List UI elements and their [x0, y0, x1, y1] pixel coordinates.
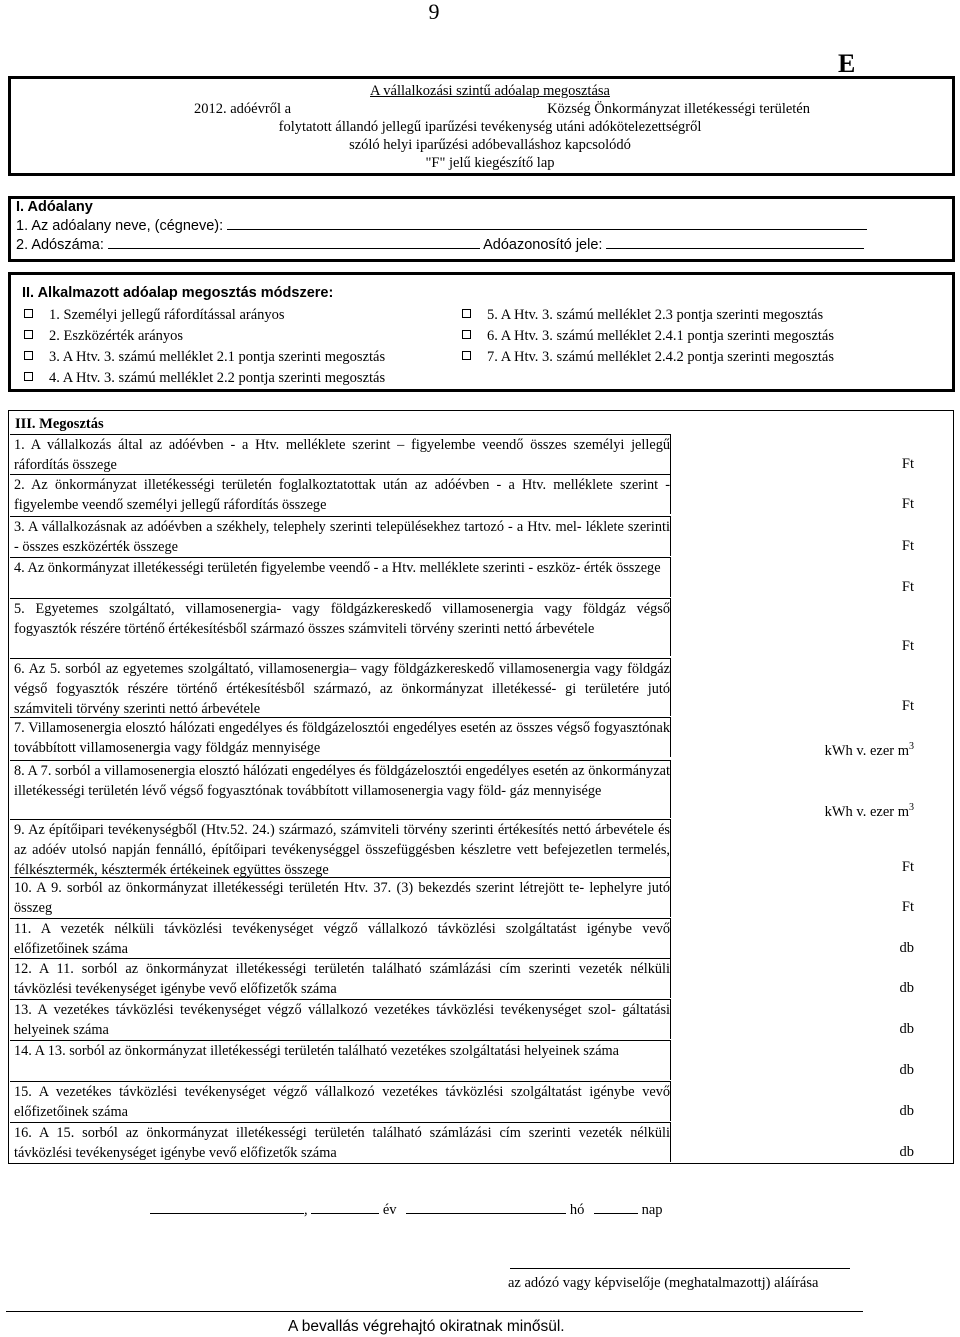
- row-divider: [670, 658, 671, 716]
- signature-label: az adózó vagy képviselője (meghatalmazottj) aláírása: [508, 1275, 819, 1291]
- row-unit[interactable]: db: [899, 980, 914, 996]
- row-unit[interactable]: db: [899, 1103, 914, 1119]
- row-unit[interactable]: db: [899, 1021, 914, 1037]
- taxpayer-name-label: 1. Az adóalany neve, (cégneve):: [16, 218, 224, 234]
- row-unit[interactable]: db: [899, 940, 914, 956]
- form-letter: E: [838, 49, 856, 78]
- section-1-title: I. Adóalany: [16, 199, 93, 215]
- row-text: 15. A vezetékes távközlési tevékenységet végző vállalkozó vezetékes távközlési szolgáltatást igénybe vevő előfizetőinek száma: [14, 1084, 670, 1120]
- taxpayer-name-field[interactable]: [227, 216, 867, 230]
- row-text: 10. A 9. sorból az önkormányzat illetékességi területén Htv. 37. (3) bekezdés szerint létrejött te- lephelyre jutó összeg: [14, 880, 670, 916]
- signature-line[interactable]: [510, 1268, 850, 1269]
- allocation-row: [10, 598, 954, 656]
- allocation-row: [10, 760, 954, 818]
- option-2[interactable]: 2. Eszközérték arányos: [24, 327, 183, 345]
- allocation-row: [10, 877, 954, 917]
- row-divider: [670, 434, 671, 474]
- row-unit[interactable]: Ft: [901, 698, 914, 714]
- row-divider: [670, 958, 671, 998]
- row-divider: [670, 474, 671, 514]
- month-label: hó: [569, 1202, 585, 1218]
- allocation-row: [10, 658, 954, 716]
- footer-divider: [6, 1311, 863, 1312]
- tax-number-field[interactable]: [108, 235, 480, 249]
- row-unit[interactable]: Ft: [901, 456, 914, 472]
- row-divider: [670, 1122, 671, 1162]
- date-line: [150, 1200, 663, 1219]
- header-line-5: "F" jelű kiegészítő lap: [425, 155, 555, 171]
- date-comma: ,: [304, 1202, 308, 1218]
- row-text: 14. A 13. sorból az önkormányzat illetékességi területén található vezetékes szolgáltatási helyeinek száma: [14, 1043, 620, 1059]
- row-divider: [670, 918, 671, 958]
- row-text: 1. A vállalkozás által az adóévben - a Htv. melléklete szerint – figyelembe veendő összes személyi jellegű ráfordítás összege: [14, 437, 670, 473]
- row-unit[interactable]: kWh v. ezer $m^3$: [824, 802, 914, 820]
- header-line-2-right: Község Önkormányzat illetékességi területén: [547, 101, 810, 117]
- row-divider: [670, 877, 671, 917]
- allocation-row: [10, 1040, 954, 1080]
- allocation-row: [10, 717, 954, 757]
- allocation-row: [10, 1081, 954, 1121]
- year-label: év: [382, 1202, 397, 1218]
- tax-id-field[interactable]: [606, 235, 864, 249]
- option-2-checkbox[interactable]: [24, 330, 33, 339]
- row-unit[interactable]: Ft: [901, 899, 914, 915]
- tax-id-label: Adóazonosító jele:: [483, 237, 603, 253]
- row-text: 7. Villamosenergia elosztó hálózati engedélyes és földgázelosztói engedélyes esetén az összes végső fogyasztónak továbbított villamosenergia vagy földgáz mennyisége: [14, 720, 670, 756]
- option-6[interactable]: 6. A Htv. 3. számú melléklet 2.4.1 pontja szerinti megosztás: [462, 327, 834, 345]
- tax-number-label: 2. Adószáma:: [16, 237, 104, 253]
- place-field[interactable]: [150, 1200, 228, 1214]
- row-unit[interactable]: Ft: [901, 579, 914, 595]
- row-unit[interactable]: Ft: [901, 538, 914, 554]
- option-4-checkbox[interactable]: [24, 372, 33, 381]
- footer-note: A bevallás végrehajtó okiratnak minősül.: [288, 1318, 565, 1335]
- allocation-row: [10, 1122, 954, 1162]
- row-divider: [670, 717, 671, 757]
- header-line-4: szóló helyi iparűzési adóbevalláshoz kapcsolódó: [349, 137, 631, 153]
- row-unit[interactable]: Ft: [901, 638, 914, 654]
- row-text: 16. A 15. sorból az önkormányzat illetékességi területén található számlázási cím szerinti vezeték nélküli távközlési tevékenységet igénybe vevő előfizetők száma: [14, 1125, 670, 1161]
- option-1[interactable]: 1. Személyi jellegű ráfordítással arányos: [24, 306, 285, 324]
- row-text: 8. A 7. sorból a villamosenergia elosztó hálózati engedélyes és földgázelosztói engedélyes esetén az önkormányzat illetékességi területén lévő végső fogyasztónak továbbított villamosenergia vagy föld- gáz mennyisége: [14, 763, 670, 799]
- form-header: [140, 82, 840, 172]
- row-unit[interactable]: Ft: [901, 859, 914, 875]
- header-title: A vállalkozási szintű adóalap megosztása: [370, 83, 610, 99]
- row-divider: [670, 557, 671, 597]
- allocation-row: [10, 819, 954, 877]
- allocation-row: [10, 516, 954, 556]
- row-unit[interactable]: db: [899, 1144, 914, 1160]
- row-text: 5. Egyetemes szolgáltató, villamosenergia- vagy földgázkereskedő villamosenergia vagy földgáz végső fogyasztók részére történő értékesítésből származó összes számviteli törvény szerinti nettó árbevétele: [14, 601, 670, 637]
- row-divider: [670, 819, 671, 877]
- row-text: 11. A vezeték nélküli távközlési tevékenységet végző vállalkozó távközlési szolgáltatást igénybe vevő előfizetőinek száma: [14, 921, 670, 957]
- row-text: 2. Az önkormányzat illetékességi területén foglalkoztatottak után az adóévben - a Htv. melléklete szerint - figyelembe veendő személyi jellegű ráfordítás összege: [14, 477, 670, 513]
- month-field[interactable]: [406, 1200, 566, 1214]
- day-field[interactable]: [594, 1200, 638, 1214]
- page-number: 9: [428, 0, 440, 24]
- row-divider: [670, 1081, 671, 1121]
- section-3-title: III. Megosztás: [15, 416, 104, 432]
- row-text: 6. Az 5. sorból az egyetemes szolgáltató, villamosenergia– vagy földgázkereskedő villamosenergia vagy földgáz végső fogyasztók részére történő értékesítésből származó, az önkormányzat illetékessé- gi területére jutó számviteli törvény szerinti nettó árbevétele: [14, 661, 670, 717]
- allocation-row: [10, 999, 954, 1039]
- allocation-row: [10, 474, 954, 514]
- option-5[interactable]: 5. A Htv. 3. számú melléklet 2.3 pontja szerinti megosztás: [462, 306, 823, 324]
- row-text: 9. Az építőipari tevékenységből (Htv.52. 24.) származó, számviteli törvény szerinti értékesítés nettó árbevétele és az adóév utolsó napján fennálló, építőipari tevékenységgel összefüggésben készletre vett befejezetlen termelés, félkésztermék, késztermék értékeinek együttes összege: [14, 822, 670, 878]
- header-line-2: [140, 100, 840, 118]
- row-unit[interactable]: db: [899, 1062, 914, 1078]
- row-text: 12. A 11. sorból az önkormányzat illetékességi területén található számlázási cím szerinti vezeték nélküli távközlési tevékenységet igénybe vevő előfizetők száma: [14, 961, 670, 997]
- allocation-row: [10, 918, 954, 958]
- tax-number-row: [16, 235, 867, 254]
- section-2-title: II. Alkalmazott adóalap megosztás módszere:: [22, 285, 334, 301]
- option-7[interactable]: 7. A Htv. 3. számú melléklet 2.4.2 pontja szerinti megosztás: [462, 348, 834, 366]
- row-divider: [670, 516, 671, 556]
- place-field-2[interactable]: [228, 1200, 304, 1214]
- row-divider: [670, 760, 671, 818]
- option-7-checkbox[interactable]: [462, 351, 471, 360]
- row-text: 3. A vállalkozásnak az adóévben a székhely, telephely szerinti településekhez tartozó - a Htv. mel- léklete szerinti - összes eszközérték összege: [14, 519, 670, 555]
- row-divider: [670, 598, 671, 656]
- row-unit[interactable]: Ft: [901, 496, 914, 512]
- option-3[interactable]: 3. A Htv. 3. számú melléklet 2.1 pontja szerinti megosztás: [24, 348, 385, 366]
- row-text: 13. A vezetékes távközlési tevékenységet végző vállalkozó vezetékes távközlési tevékenységet szol- gáltatási helyeinek száma: [14, 1002, 670, 1038]
- row-unit[interactable]: kWh v. ezer $m^3$: [824, 741, 914, 759]
- option-3-checkbox[interactable]: [24, 351, 33, 360]
- option-1-checkbox[interactable]: [24, 309, 33, 318]
- taxpayer-name-row: [16, 216, 867, 235]
- allocation-row: [10, 434, 954, 474]
- header-line-2-left: 2012. adóévről a: [194, 101, 292, 117]
- section-1: [16, 198, 867, 254]
- allocation-row: [10, 557, 954, 597]
- option-4[interactable]: 4. A Htv. 3. számú melléklet 2.2 pontja szerinti megosztás: [24, 369, 385, 387]
- row-divider: [670, 1040, 671, 1080]
- option-6-checkbox[interactable]: [462, 330, 471, 339]
- allocation-row: [10, 958, 954, 998]
- header-line-3: folytatott állandó jellegű iparűzési tevékenység utáni adókötelezettségről: [278, 119, 702, 135]
- row-text: 4. Az önkormányzat illetékességi területén figyelembe veendő - a Htv. melléklete szerinti - eszköz- érték összege: [14, 560, 661, 576]
- year-field[interactable]: [311, 1200, 379, 1214]
- day-label: nap: [641, 1202, 663, 1218]
- row-divider: [670, 999, 671, 1039]
- option-5-checkbox[interactable]: [462, 309, 471, 318]
